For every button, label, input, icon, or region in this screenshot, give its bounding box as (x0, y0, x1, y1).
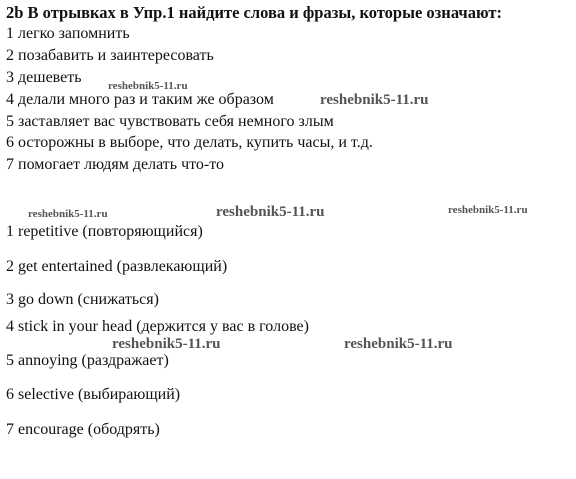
watermark: reshebnik5-11.ru (448, 204, 528, 216)
definition-item: 5 заставляет вас чувствовать себя немного злым (6, 113, 334, 130)
page-title: 2b В отрывках в Упр.1 найдите слова и фразы, которые означают: (6, 3, 502, 22)
definition-item: 1 легко запомнить (6, 25, 130, 42)
answer-item: 3 go down (снижаться) (6, 291, 159, 308)
answer-item: 4 stick in your head (держится у вас в голове) (6, 318, 309, 335)
definition-item: 4 делали много раз и таким же образом (6, 91, 274, 108)
answer-item: 1 repetitive (повторяющийся) (6, 223, 203, 240)
definition-item: 6 осторожны в выборе, что делать, купить часы, и т.д. (6, 134, 373, 151)
answer-item: 7 encourage (ободрять) (6, 421, 160, 438)
definition-item: 7 помогает людям делать что-то (6, 156, 225, 173)
definition-item: 3 дешеветь (6, 69, 82, 86)
answer-item: 2 get entertained (развлекающий) (6, 258, 228, 275)
answer-item: 6 selective (выбирающий) (6, 386, 181, 403)
watermark: reshebnik5-11.ru (112, 336, 221, 352)
definition-item: 2 позабавить и заинтересовать (6, 47, 214, 64)
watermark: reshebnik5-11.ru (28, 208, 108, 220)
watermark: reshebnik5-11.ru (320, 92, 429, 108)
watermark: reshebnik5-11.ru (108, 80, 188, 92)
watermark: reshebnik5-11.ru (344, 336, 453, 352)
watermark: reshebnik5-11.ru (216, 204, 325, 220)
answer-item: 5 annoying (раздражает) (6, 352, 169, 369)
